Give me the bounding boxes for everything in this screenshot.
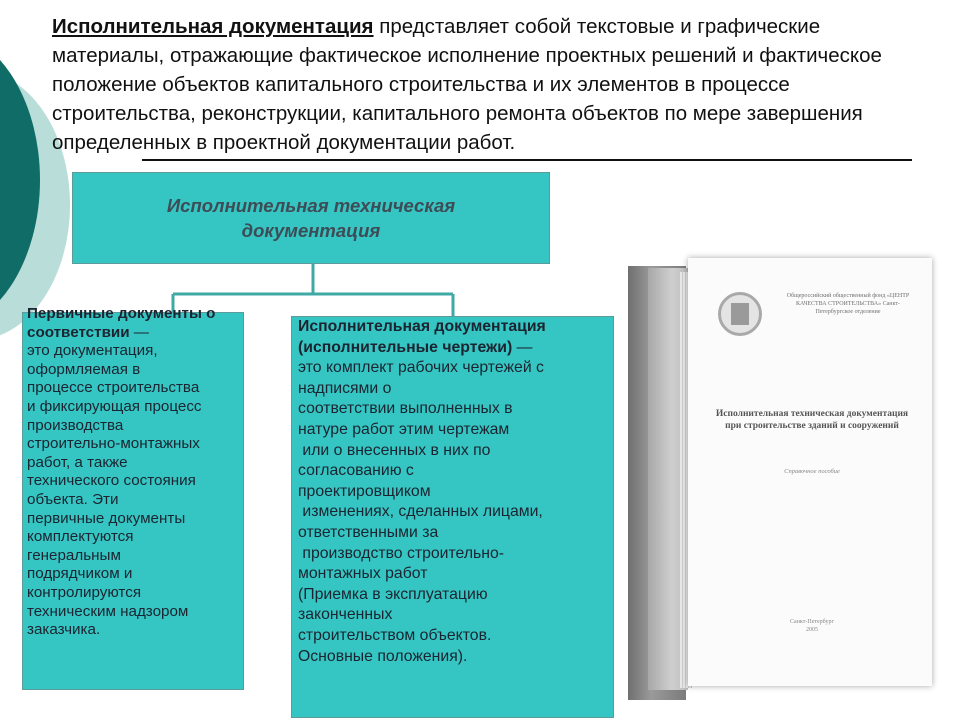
cover-title-line1: Исполнительная техническая документация xyxy=(715,409,909,419)
left-box-text xyxy=(27,305,249,640)
left-box-line: оформляемая в xyxy=(27,360,141,378)
left-box-line: заказчика. xyxy=(27,621,101,639)
right-box-line: (Приемка в эксплуатацию xyxy=(298,585,488,603)
right-box-heading-line1: Исполнительная документация xyxy=(298,318,546,335)
right-box-line: соответствии выполненных в xyxy=(298,400,513,418)
cover-logo-icon xyxy=(718,292,762,336)
right-box-dash: — xyxy=(512,338,533,356)
left-box-lines xyxy=(27,342,249,640)
right-box-line: Основные положения). xyxy=(298,647,468,665)
left-box-dash: — xyxy=(129,323,149,341)
left-box-line: процессе строительства xyxy=(27,379,200,397)
left-box-heading: Первичные документы о соответствии xyxy=(27,305,216,341)
cover-subtitle: Справочное пособие xyxy=(784,468,840,475)
left-box-line: это документация, xyxy=(27,342,158,360)
book-image xyxy=(628,258,932,704)
left-box-line: подрядчиком и xyxy=(27,565,133,583)
cover-year: 2005 xyxy=(806,627,818,633)
right-box-line: ответственными за xyxy=(298,523,439,541)
right-box-text xyxy=(298,317,616,667)
right-box-line: согласованию с xyxy=(298,462,414,480)
book-front-cover xyxy=(688,258,932,686)
right-box-line: надписями о xyxy=(298,379,392,397)
top-box-title: Исполнительная техническая документация xyxy=(166,195,456,241)
cover-imprint xyxy=(702,618,922,634)
right-box-line: производство строительно- xyxy=(298,544,505,562)
left-box-line: работ, а также xyxy=(27,453,128,471)
right-box-line: проектировщиком xyxy=(298,482,431,500)
cover-organization: Общероссийский общественный фонд «ЦЕНТР КАЧЕСТВА СТРОИТЕЛЬСТВА» Санкт-Петербургское отделение xyxy=(786,293,910,315)
left-box-line: комплектуются xyxy=(27,528,134,546)
left-box-line: объекта. Эти xyxy=(27,490,119,508)
cover-title xyxy=(702,408,922,432)
right-box-line: монтажных работ xyxy=(298,565,428,583)
right-box-line: это комплект рабочих чертежей с xyxy=(298,359,544,377)
right-box-line: изменениях, сделанных лицами, xyxy=(298,503,543,521)
cover-city: Санкт-Петербург xyxy=(790,619,834,625)
right-box-lines xyxy=(298,358,616,667)
right-box-heading-line2: (исполнительные чертежи) xyxy=(298,338,513,356)
left-box-line: контролируются xyxy=(27,583,142,601)
right-box-line: законченных xyxy=(298,606,393,624)
left-box-line: генеральным xyxy=(27,546,121,564)
left-box-line: техническим надзором xyxy=(27,602,189,620)
left-box-line: технического состояния xyxy=(27,472,196,490)
cover-title-line2: при строительстве зданий и сооружений xyxy=(725,421,899,431)
intro-lead-term: Исполнительная документация xyxy=(52,15,374,38)
right-box-line: натуре работ этим чертежам xyxy=(298,420,510,438)
left-box-line: производства xyxy=(27,416,124,434)
right-box-line: или о внесенных в них по xyxy=(298,441,491,459)
intro-definition: представляет собой текстовые и графические материалы, отражающие фактическое исполнение проектных решений и фактическое положение объектов капитального строительства и их элементов в процессе строительства, реконструкции, капитального ремонта объектов по мере завершения определенных в проектной документации работ. xyxy=(52,15,882,154)
right-box-line: строительством объектов. xyxy=(298,626,492,644)
left-box-line: первичные документы xyxy=(27,509,186,527)
left-box-line: строительно-монтажных xyxy=(27,435,200,453)
left-box-line: и фиксирующая процесс xyxy=(27,397,202,415)
